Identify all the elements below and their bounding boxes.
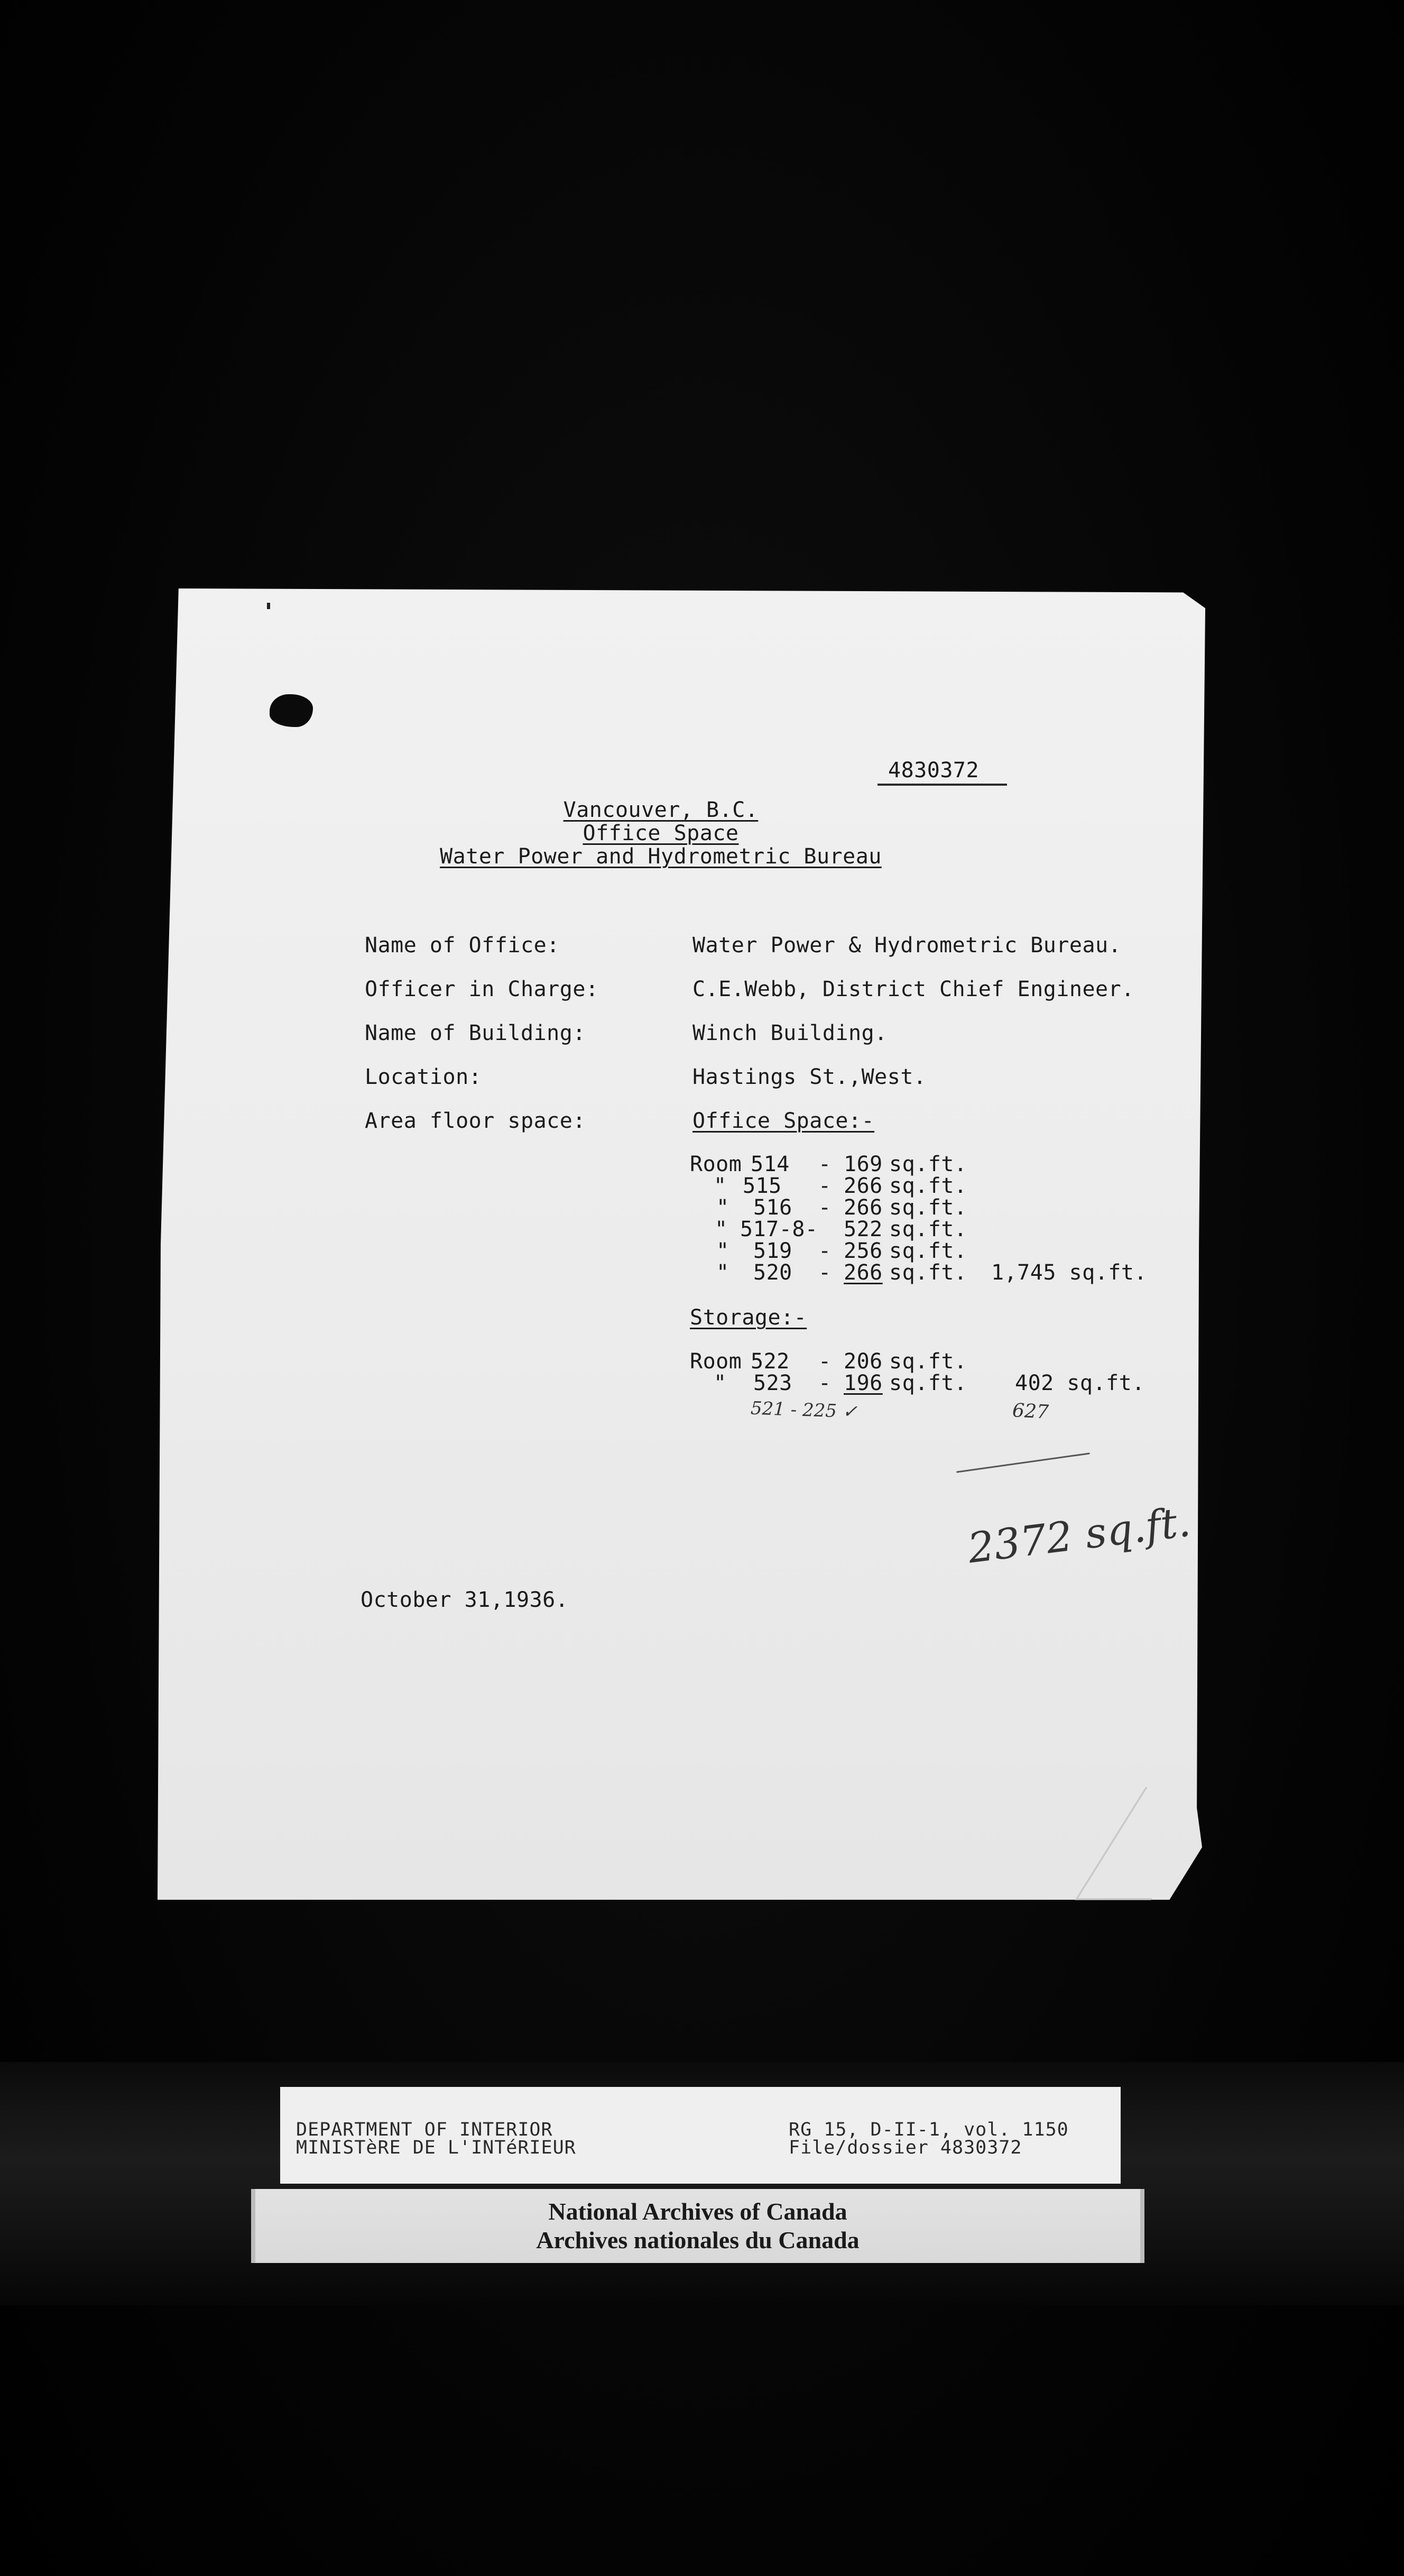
handwritten-storage-total: 627 [1012, 1400, 1049, 1423]
heading-bureau: Water Power and Hydrometric Bureau [440, 844, 882, 869]
field-label-office: Name of Office: [365, 933, 560, 958]
room-dash: - [818, 1239, 832, 1263]
room-unit: sq.ft. [889, 1261, 967, 1285]
room-prefix: Room [690, 1349, 742, 1374]
document-number-underline [878, 784, 1007, 786]
department-french: MINISTèRE DE L'INTéRIEUR [296, 2137, 576, 2158]
department-english: DEPARTMENT OF INTERIOR [296, 2119, 553, 2140]
room-unit: sq.ft. [889, 1239, 967, 1263]
document-number: 4830372 [888, 758, 980, 783]
room-prefix: " [714, 1174, 727, 1198]
room-prefix: " [714, 1371, 727, 1395]
room-number: 515 [743, 1174, 782, 1198]
room-unit: sq.ft. [889, 1349, 967, 1374]
handwritten-storage-addition: 521 - 225 ✓ [750, 1397, 858, 1423]
room-number: 517-8- [740, 1217, 818, 1241]
field-label-area: Area floor space: [365, 1109, 586, 1133]
storage-total: 402 sq.ft. [1015, 1371, 1145, 1395]
field-value-building: Winch Building. [692, 1021, 888, 1045]
document-sheet [158, 588, 1209, 1900]
archive-name-english: National Archives of Canada [548, 2198, 847, 2225]
field-value-office: Water Power & Hydrometric Bureau. [692, 933, 1122, 958]
archive-name-french: Archives nationales du Canada [536, 2227, 860, 2253]
room-dash: - [818, 1371, 832, 1395]
office-space-heading: Office Space:- [692, 1109, 875, 1133]
room-area: 169 [844, 1152, 883, 1176]
field-label-location: Location: [365, 1065, 482, 1089]
room-area: 256 [844, 1239, 883, 1263]
room-dash: - [818, 1195, 832, 1220]
room-prefix: " [716, 1239, 729, 1263]
room-area: 266 [844, 1174, 883, 1198]
room-number: 519 [753, 1239, 792, 1263]
room-prefix: " [716, 1261, 729, 1285]
room-number: 514 [751, 1152, 790, 1176]
room-prefix: " [716, 1195, 729, 1220]
archive-reference-label [280, 2087, 1121, 2184]
ink-blot [270, 694, 313, 727]
room-dash: - [818, 1174, 832, 1198]
room-dash: - [818, 1349, 832, 1374]
room-area: 206 [844, 1349, 883, 1374]
room-number: 522 [751, 1349, 790, 1374]
room-dash: - [818, 1152, 832, 1176]
room-number: 523 [753, 1371, 792, 1395]
room-unit: sq.ft. [889, 1152, 967, 1176]
room-number: 516 [753, 1195, 792, 1220]
field-label-officer: Officer in Charge: [365, 977, 599, 1001]
room-unit: sq.ft. [889, 1371, 967, 1395]
room-prefix: Room [690, 1152, 742, 1176]
room-number: 520 [753, 1261, 792, 1285]
room-unit: sq.ft. [889, 1174, 967, 1198]
handwritten-grand-total: 2372 sq.ft. [965, 1498, 1193, 1573]
room-area: 522 [844, 1217, 883, 1241]
record-group-reference: RG 15, D-II-1, vol. 1150 [789, 2119, 1069, 2140]
document-date: October 31,1936. [361, 1588, 569, 1612]
ink-mark [267, 603, 270, 609]
office-space-total: 1,745 sq.ft. [991, 1261, 1147, 1285]
room-prefix: " [715, 1217, 728, 1241]
heading-city: Vancouver, B.C. [563, 798, 759, 822]
room-area: 266 [844, 1195, 883, 1220]
field-value-location: Hastings St.,West. [692, 1065, 927, 1089]
field-value-officer: C.E.Webb, District Chief Engineer. [692, 977, 1134, 1001]
room-unit: sq.ft. [889, 1217, 967, 1241]
heading-subject: Office Space [583, 821, 739, 845]
file-reference: File/dossier 4830372 [789, 2137, 1022, 2158]
room-area: 266 [844, 1261, 883, 1285]
archive-institution-label [251, 2189, 1144, 2263]
field-label-building: Name of Building: [365, 1021, 586, 1045]
room-area: 196 [844, 1371, 883, 1395]
room-dash: - [818, 1261, 832, 1285]
room-unit: sq.ft. [889, 1195, 967, 1220]
storage-heading: Storage:- [690, 1305, 807, 1330]
